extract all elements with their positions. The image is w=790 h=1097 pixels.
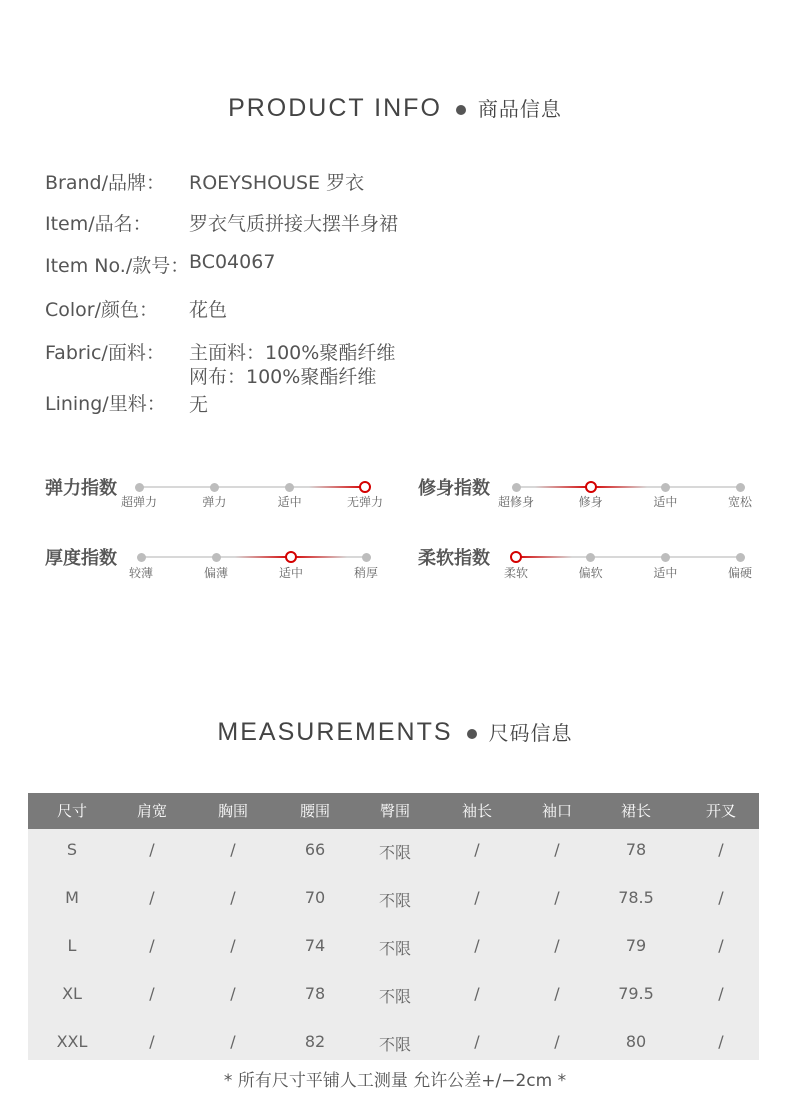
index-selected-marker [510,551,522,563]
product-info-title-en: PRODUCT INFO [228,94,442,122]
fabric-value-2: 网布：100%聚酯纤维 [189,366,377,388]
measurements-title-en: MEASUREMENTS [217,718,453,746]
index-dot [661,553,670,562]
index-dot [512,483,521,492]
size-cell: XXL [56,1032,88,1051]
table-cell: / [230,840,236,859]
size-table-header [28,793,759,829]
measurement-note: * 所有尺寸平铺人工测量 允许公差+/−2cm * [223,1071,567,1091]
index-label: 修身指数 [418,478,490,499]
index-option-label: 稍厚 [353,566,378,580]
index-option-label: 偏软 [578,566,603,580]
index-option-label: 超弹力 [120,495,157,509]
item-no-value: BC04067 [189,251,276,273]
index-option-label: 超修身 [497,495,534,509]
color-label: Color/颜色： [45,299,159,321]
index-label: 厚度指数 [45,548,117,569]
index-selected-marker [585,481,597,493]
index-dot [212,553,221,562]
index-label: 弹力指数 [45,478,117,499]
index-label: 柔软指数 [418,548,490,569]
table-cell: / [230,888,236,907]
item-label: Item/品名： [45,213,152,235]
table-cell: / [149,936,155,955]
table-cell: / [149,840,155,859]
fabric-value: 主面料：100%聚酯纤维 [189,342,396,364]
table-cell: / [474,888,480,907]
table-cell: / [230,1032,236,1051]
table-cell: / [554,1032,560,1051]
index-highlight [516,556,572,558]
index-option-label: 偏硬 [727,566,752,580]
table-cell: / [554,984,560,1003]
brand-label: Brand/品牌： [45,172,165,194]
index-dot [362,553,371,562]
table-cell: 不限 [378,891,411,910]
table-cell: 80 [625,1032,647,1051]
table-cell: / [149,1032,155,1051]
table-header-cell: 尺寸 [56,802,87,820]
table-cell: / [149,888,155,907]
table-cell: 82 [304,1032,326,1051]
index-selected-marker [285,551,297,563]
table-header-cell: 胸围 [217,802,248,820]
index-dot [661,483,670,492]
table-cell: / [230,984,236,1003]
index-selected-marker [359,481,371,493]
table-cell: / [474,984,480,1003]
table-cell: / [718,888,724,907]
table-header-cell: 袖口 [541,802,572,820]
index-option-label: 适中 [653,566,678,580]
color-value: 花色 [189,299,228,321]
index-dot [135,483,144,492]
table-cell: / [554,936,560,955]
table-cell: 78 [625,840,647,859]
index-dot [210,483,219,492]
table-cell: / [474,840,480,859]
index-option-label: 适中 [277,495,302,509]
table-cell: / [718,1032,724,1051]
index-option-label: 弹力 [202,495,227,509]
index-option-label: 修身 [578,495,603,509]
index-dot [285,483,294,492]
table-header-cell: 袖长 [461,802,492,820]
table-cell: 不限 [378,1035,411,1054]
brand-value: ROEYSHOUSE 罗衣 [189,172,365,194]
title-separator-dot [456,105,466,115]
table-cell: / [718,984,724,1003]
title-separator-dot [467,729,477,739]
product-info-title [0,93,790,123]
index-option-label: 适中 [278,566,303,580]
table-cell: 74 [304,936,326,955]
table-cell: / [554,840,560,859]
table-cell: 78.5 [618,888,654,907]
size-table [28,793,759,1060]
index-dot [736,483,745,492]
table-cell: / [718,936,724,955]
table-header-cell: 臀围 [379,802,410,820]
index-option-label: 宽松 [727,495,752,509]
size-cell: M [65,888,79,907]
item-value: 罗衣气质拼接大摆半身裙 [189,213,399,235]
size-cell: XL [62,984,82,1003]
table-cell: 79 [625,936,647,955]
index-option-label: 较薄 [128,566,153,580]
index-dot [736,553,745,562]
table-header-cell: 裙长 [620,802,651,820]
lining-value: 无 [189,394,209,416]
size-cell: S [66,840,78,859]
table-cell: 不限 [378,843,411,862]
index-dot [137,553,146,562]
table-cell: 79.5 [618,984,654,1003]
measurements-title [0,717,790,747]
fabric-label: Fabric/面料： [45,342,165,364]
index-option-label: 无弹力 [346,495,383,509]
table-cell: 70 [304,888,326,907]
index-dot [586,553,595,562]
table-cell: / [230,936,236,955]
table-cell: / [718,840,724,859]
table-cell: 78 [304,984,326,1003]
table-cell: / [474,936,480,955]
index-option-label: 偏薄 [203,566,228,580]
table-header-cell: 肩宽 [136,802,167,820]
table-cell: 不限 [378,939,411,958]
table-cell: 66 [304,840,326,859]
table-header-cell: 开叉 [705,802,736,820]
item-no-label: Item No./款号： [45,255,190,277]
size-cell: L [67,936,77,955]
index-option-label: 柔软 [503,566,528,580]
table-cell: 不限 [378,987,411,1006]
table-cell: / [474,1032,480,1051]
measurements-title-zh: 尺码信息 [488,721,573,745]
table-cell: / [554,888,560,907]
table-cell: / [149,984,155,1003]
product-info-title-zh: 商品信息 [477,97,562,121]
table-header-cell: 腰围 [299,802,330,820]
lining-label: Lining/里料： [45,393,166,415]
index-highlight [309,486,366,488]
index-option-label: 适中 [653,495,678,509]
